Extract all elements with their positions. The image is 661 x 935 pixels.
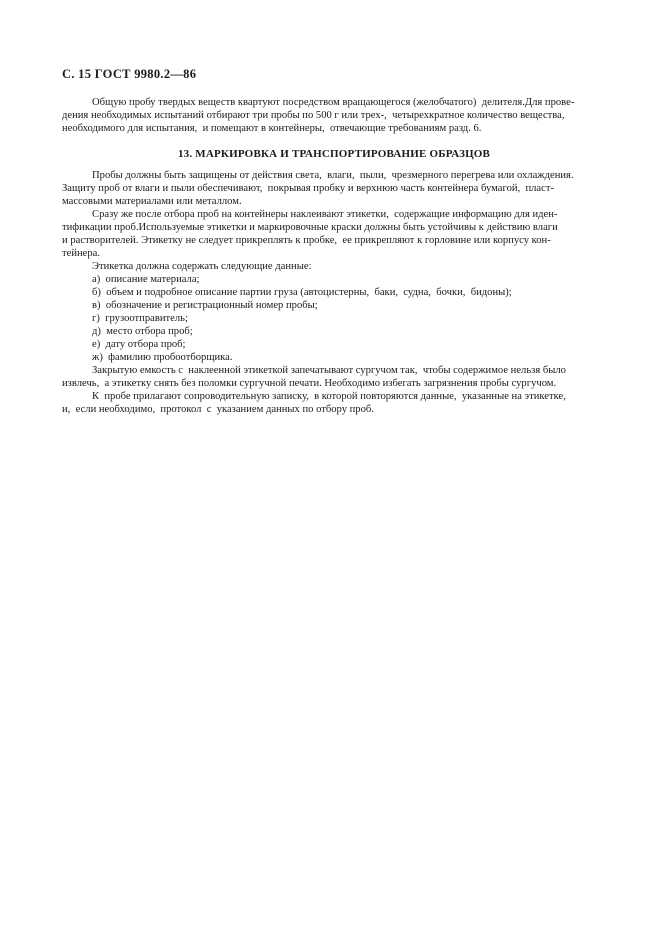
paragraph-line: Защиту проб от влаги и пыли обеспечивают, покрывая пробку и верхнюю часть контейнера бумагой, пласт- [62, 183, 554, 194]
page-header: С. 15 ГОСТ 9980.2—86 [62, 67, 197, 81]
seal-paragraph [62, 364, 606, 416]
label-list-intro: Этикетка должна содержать следующие данные: [92, 261, 312, 272]
list-item: в) обозначение и регистрационный номер пробы; [92, 300, 318, 311]
list-item: ж) фамилию пробоотборщика. [92, 352, 233, 363]
paragraph-line: необходимого для испытания, и помещают в контейнеры, отвечающие требованиям разд. 6. [62, 123, 482, 134]
protection-paragraph [62, 169, 606, 208]
paragraph-line: Пробы должны быть защищены от действия света, влаги, пыли, чрезмерного перегрева или охлаждения. [92, 170, 574, 181]
paragraph-line: Сразу же после отбора проб на контейнеры наклеивают этикетки, содержащие информацию для иден- [92, 209, 558, 220]
text-column [62, 67, 606, 416]
section-heading: 13. МАРКИРОВКА И ТРАНСПОРТИРОВАНИЕ ОБРАЗЦОВ [177, 148, 491, 160]
paragraph-line: и, если необходимо, протокол с указанием данных по отбору проб. [62, 404, 374, 415]
paragraph-line: дения необходимых испытаний отбирают три пробы по 500 г или трех-, четырехкратное количество вещества, [62, 110, 565, 121]
label-list [62, 273, 606, 364]
paragraph-line: массовыми материалами или металлом. [62, 196, 242, 207]
paragraph-line: и растворителей. Этикетку не следует прикреплять к пробке, ее прикрепляют к горловине или корпусу кон- [62, 235, 551, 246]
list-item: б) объем и подробное описание партии груза (автоцистерны, баки, судна, бочки, бидоны); [92, 287, 512, 298]
paragraph-line: тейнера. [62, 248, 101, 259]
paragraph-line: Закрытую емкость с наклеенной этикеткой запечатывают сургучом так, чтобы содержимое нельзя было [92, 365, 566, 376]
list-item: е) дату отбора проб; [92, 339, 186, 350]
paragraph-line: К пробе прилагают сопроводительную записку, в которой повторяются данные, указанные на этикетке, [92, 391, 566, 402]
list-item: д) место отбора проб; [92, 326, 193, 337]
labels-paragraph [62, 208, 606, 260]
list-item: г) грузоотправитель; [92, 313, 188, 324]
paragraph-line: тификации проб.Используемые этикетки и маркировочные краски должны быть устойчивы к действию влаги [62, 222, 558, 233]
list-item: а) описание материала; [92, 274, 200, 285]
paragraph-line: извлечь, а этикетку снять без поломки сургучной печати. Необходимо избегать загрязнения пробы сургучом. [62, 378, 557, 389]
intro-paragraph [62, 96, 606, 135]
paragraph-line: Общую пробу твердых веществ квартуют посредством вращающегося (желобчатого) делителя.Для прове- [92, 97, 575, 108]
